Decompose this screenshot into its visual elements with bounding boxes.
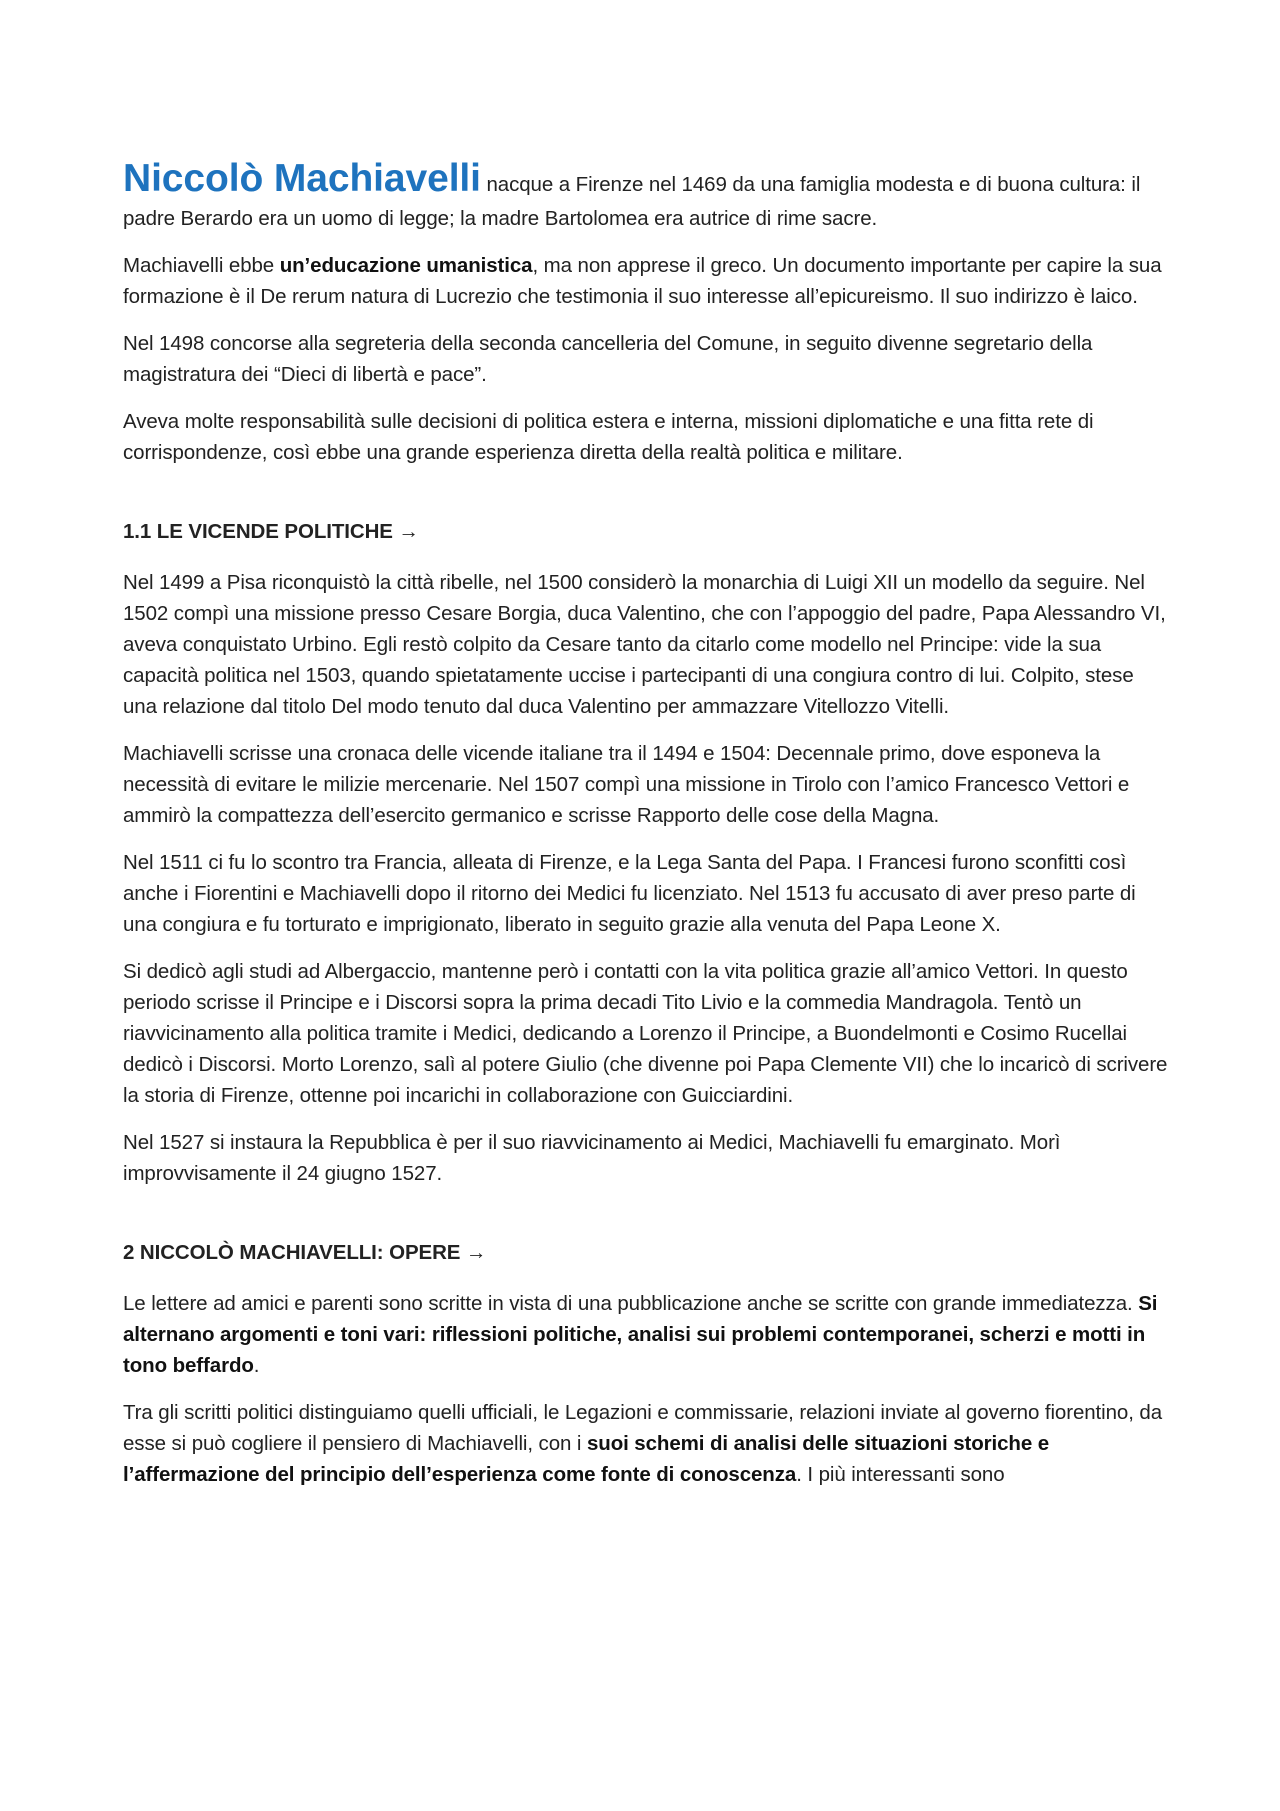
responsibilities-paragraph: Aveva molte responsabilità sulle decisioni di politica estera e interna, missioni diplomatiche e una fitta rete di corrispondenze, così ebbe una grande esperienza diretta della realtà politica e militare. [123,410,1094,464]
intro-text: nacque a Firenze nel 1469 da una famiglia modesta e di buona cultura: il padre Berardo era un uomo di legge; la madre Bartolomea era autrice di rime sacre. [123,173,1141,230]
text-run: Le lettere ad amici e parenti sono scritte in vista di una pubblicazione anche se scritte con grande immediatezza. [123,1292,1139,1315]
text-run: . [253,1354,260,1377]
bold-run: suoi schemi di analisi delle situazioni storiche e l’affermazione del principio dell’esperienza come fonte di conoscenza [123,1432,1050,1486]
text-run: , ma non apprese il greco. Un documento importante per capire la sua formazione è il De rerum natura di Lucrezio che testimonia il suo interesse all’epicureismo. Il suo indirizzo è laico. [123,254,1162,308]
bold-run: Si alternano argomenti e toni vari: riflessioni politiche, analisi sui problemi contemporanei, scherzi e motti in tono beffardo [123,1292,1158,1377]
text-run: . I più interessanti sono [796,1463,1005,1486]
intro-paragraph [123,155,1170,234]
document-title: Niccolò Machiavelli [123,157,481,200]
section-heading-works: 2 NICCOLÒ MACHIAVELLI: OPERE → [123,1241,487,1264]
political-events-paragraph-2: Machiavelli scrisse una cronaca delle vicende italiane tra il 1494 e 1504: Decennale primo, dove esponeva la necessità di evitare le milizie mercenarie. Nel 1507 compì una missione in Tirolo con l’amico Francesco Vettori e ammirò la compattezza dell’esercito germanico e scrisse Rapporto delle cose della Magna. [123,742,1130,827]
chancellery-paragraph: Nel 1498 concorse alla segreteria della seconda cancelleria del Comune, in seguito divenne segretario della magistratura dei “Dieci di libertà e pace”. [123,332,1093,386]
education-paragraph [123,250,1170,312]
text-run: Tra gli scritti politici distinguiamo quelli ufficiali, le Legazioni e commissarie, relazioni inviate al governo fiorentino, da esse si può cogliere il pensiero di Machiavelli, con i [123,1401,1162,1455]
text-run: Machiavelli ebbe [123,254,280,277]
works-paragraph-2 [123,1397,1170,1490]
bold-run: un’educazione umanistica [279,254,533,277]
political-events-paragraph-5: Nel 1527 si instaura la Repubblica è per il suo riavvicinamento ai Medici, Machiavelli fu emarginato. Morì improvvisamente il 24 giugno 1527. [123,1131,1061,1185]
section-heading-political-events: 1.1 LE VICENDE POLITICHE → [123,520,419,543]
works-paragraph-1 [123,1288,1170,1381]
political-events-paragraph-1: Nel 1499 a Pisa riconquistò la città ribelle, nel 1500 considerò la monarchia di Luigi XII un modello da seguire. Nel 1502 compì una missione presso Cesare Borgia, duca Valentino, che con l’appoggio del padre, Papa Alessandro VI, aveva conquistato Urbino. Egli restò colpito da Cesare tanto da citarlo come modello nel Principe: vide la sua capacità politica nel 1503, quando spietatamente uccise i partecipanti di una congiura contro di lui. Colpito, stese una relazione dal titolo Del modo tenuto dal duca Valentino per ammazzare Vitellozzo Vitelli. [123,571,1166,718]
political-events-paragraph-4: Si dedicò agli studi ad Albergaccio, mantenne però i contatti con la vita politica grazie all’amico Vettori. In questo periodo scrisse il Principe e i Discorsi sopra la prima decadi Tito Livio e la commedia Mandragola. Tentò un riavvicinamento alla politica tramite i Medici, dedicando a Lorenzo il Principe, a Buondelmonti e Cosimo Rucellai dedicò i Discorsi. Morto Lorenzo, salì al potere Giulio (che divenne poi Papa Clemente VII) che lo incaricò di scrivere la storia di Firenze, ottenne poi incarichi in collaborazione con Guicciardini. [123,960,1168,1107]
political-events-paragraph-3: Nel 1511 ci fu lo scontro tra Francia, alleata di Firenze, e la Lega Santa del Papa. I Francesi furono sconfitti così anche i Fiorentini e Machiavelli dopo il ritorno dei Medici fu licenziato. Nel 1513 fu accusato di aver preso parte di una congiura e fu torturato e imprigionato, liberato in seguito grazie alla venuta del Papa Leone X. [123,851,1136,936]
